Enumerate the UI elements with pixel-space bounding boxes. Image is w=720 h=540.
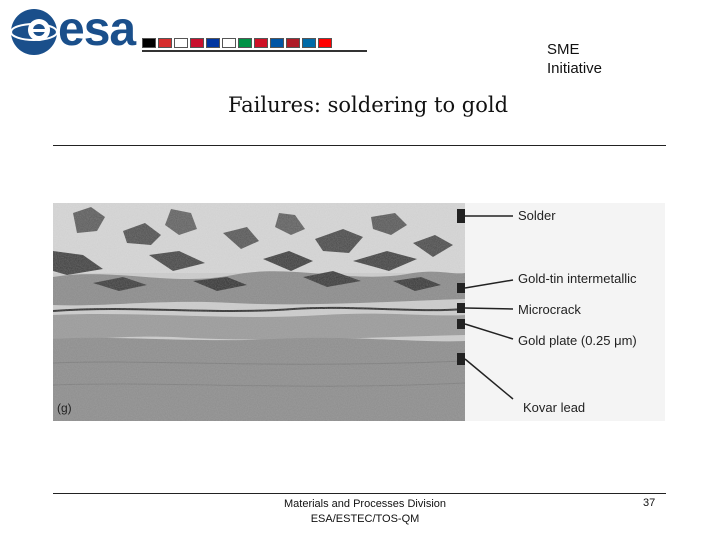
footer-divider bbox=[53, 493, 666, 494]
sme-initiative-label bbox=[547, 40, 602, 78]
label-intermetallic: Gold-tin intermetallic bbox=[518, 271, 637, 286]
division-name: Materials and Processes Division bbox=[283, 498, 446, 510]
flag-11 bbox=[318, 38, 332, 48]
footer-organization bbox=[280, 497, 450, 527]
flag-5 bbox=[222, 38, 236, 48]
flag-8 bbox=[270, 38, 284, 48]
label-solder: Solder bbox=[518, 208, 556, 223]
flag-3 bbox=[190, 38, 204, 48]
label-kovar-lead: Kovar lead bbox=[523, 400, 586, 415]
slide-title: Failures: soldering to gold bbox=[228, 93, 509, 117]
flag-6 bbox=[238, 38, 252, 48]
flag-1 bbox=[158, 38, 172, 48]
member-flags bbox=[142, 38, 332, 48]
solder-joint-micrograph bbox=[53, 203, 665, 421]
flag-4 bbox=[206, 38, 220, 48]
label-microcrack: Microcrack bbox=[518, 302, 581, 317]
sme-line: SME bbox=[547, 41, 580, 58]
flag-10 bbox=[302, 38, 316, 48]
logo-underline bbox=[142, 50, 367, 52]
microcrack-leader bbox=[465, 308, 513, 309]
panel-label: (g) bbox=[57, 401, 72, 415]
flag-2 bbox=[174, 38, 188, 48]
label-gold-plate: Gold plate (0.25 μm) bbox=[518, 333, 637, 348]
title-divider bbox=[53, 145, 666, 146]
micrograph-photo bbox=[53, 203, 465, 421]
page-number: 37 bbox=[643, 497, 656, 509]
flag-9 bbox=[286, 38, 300, 48]
division-code: ESA/ESTEC/TOS-QM bbox=[310, 513, 420, 525]
flag-7 bbox=[254, 38, 268, 48]
initiative-line: Initiative bbox=[547, 60, 603, 77]
esa-wordmark: esa bbox=[58, 3, 136, 56]
flag-0 bbox=[142, 38, 156, 48]
